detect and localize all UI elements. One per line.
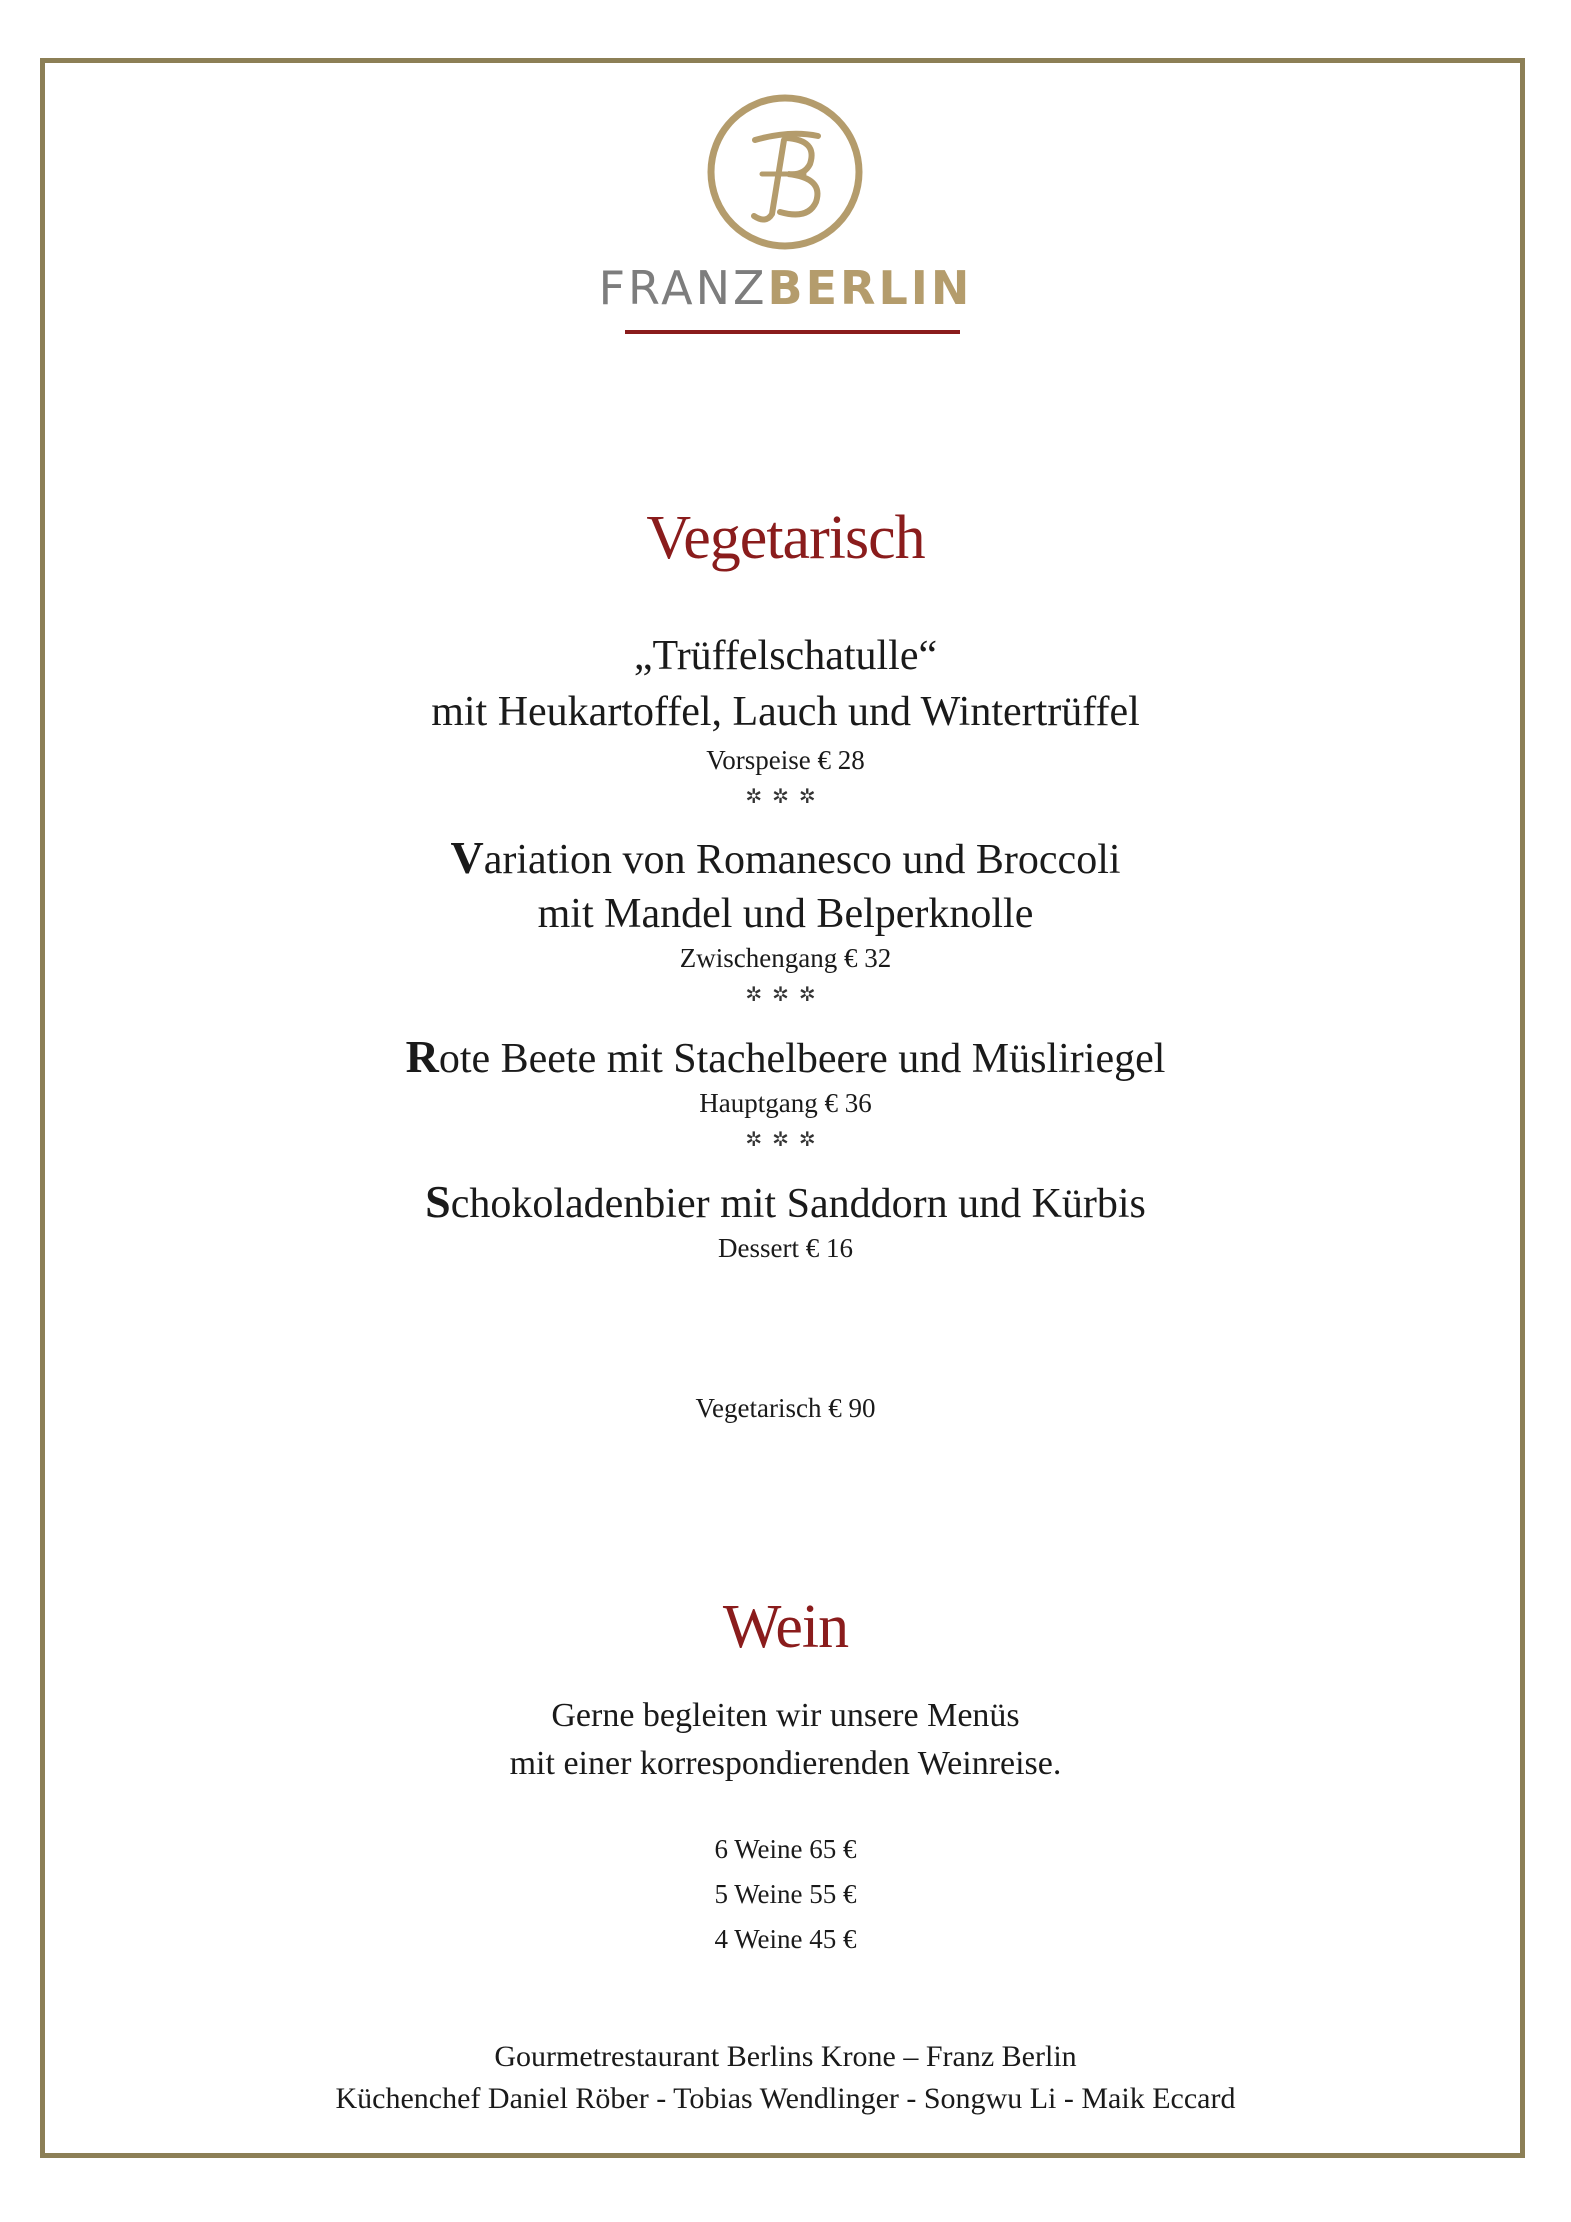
dish-2-course: Zwischengang € 32	[679, 943, 892, 973]
dish-1-course: Vorspeise € 28	[706, 745, 865, 775]
dish-4-text: chokoladenbier mit Sanddorn und Kürbis	[450, 1181, 1146, 1227]
wine-title: Wein	[722, 1593, 849, 1661]
dish-3-initial: R	[405, 1031, 439, 1082]
menu-title: Vegetarisch	[646, 504, 925, 572]
dish-2-line1	[0, 830, 1571, 888]
brand-underline	[625, 330, 960, 334]
dish-4-course: Dessert € 16	[718, 1233, 853, 1263]
brand-name-light: FRANZ	[598, 261, 768, 315]
dish-4-line1	[0, 1174, 1571, 1232]
dish-3-line1	[0, 1029, 1571, 1087]
footer-chefs: Küchenchef Daniel Röber - Tobias Wendlinger - Songwu Li - Maik Eccard	[335, 2082, 1236, 2115]
dish-3-text: ote Beete mit Stachelbeere und Müsliriegel	[438, 1036, 1166, 1082]
dish-2-line2: mit Mandel und Belperknolle	[537, 891, 1034, 937]
brand-name-bold: BERLIN	[767, 261, 973, 315]
brand-name	[0, 262, 1571, 314]
wine-option: 6 Weine 65 €	[714, 1834, 857, 1864]
separator-stars-icon: ✲✲✲	[745, 1129, 826, 1151]
menu-total-price: Vegetarisch € 90	[695, 1393, 876, 1423]
dish-3-course: Hauptgang € 36	[699, 1088, 872, 1118]
fb-monogram-logo-icon	[700, 92, 870, 252]
dish-1-line1: „Trüffelschatulle“	[633, 633, 938, 679]
dish-4-initial: S	[425, 1176, 451, 1227]
separator-stars-icon: ✲✲✲	[745, 984, 826, 1006]
wine-option: 4 Weine 45 €	[714, 1924, 857, 1954]
wine-option: 5 Weine 55 €	[714, 1879, 857, 1909]
wine-intro-line2: mit einer korrespondierenden Weinreise.	[509, 1745, 1062, 1782]
footer-restaurant: Gourmetrestaurant Berlins Krone – Franz Berlin	[494, 2040, 1077, 2073]
wine-intro-line1: Gerne begleiten wir unsere Menüs	[551, 1697, 1020, 1734]
dish-2-initial: V	[450, 832, 484, 883]
separator-stars-icon: ✲✲✲	[745, 786, 826, 808]
dish-1-line2: mit Heukartoffel, Lauch und Wintertrüffel	[431, 689, 1140, 735]
dish-2-text: ariation von Romanesco und Broccoli	[483, 837, 1121, 883]
